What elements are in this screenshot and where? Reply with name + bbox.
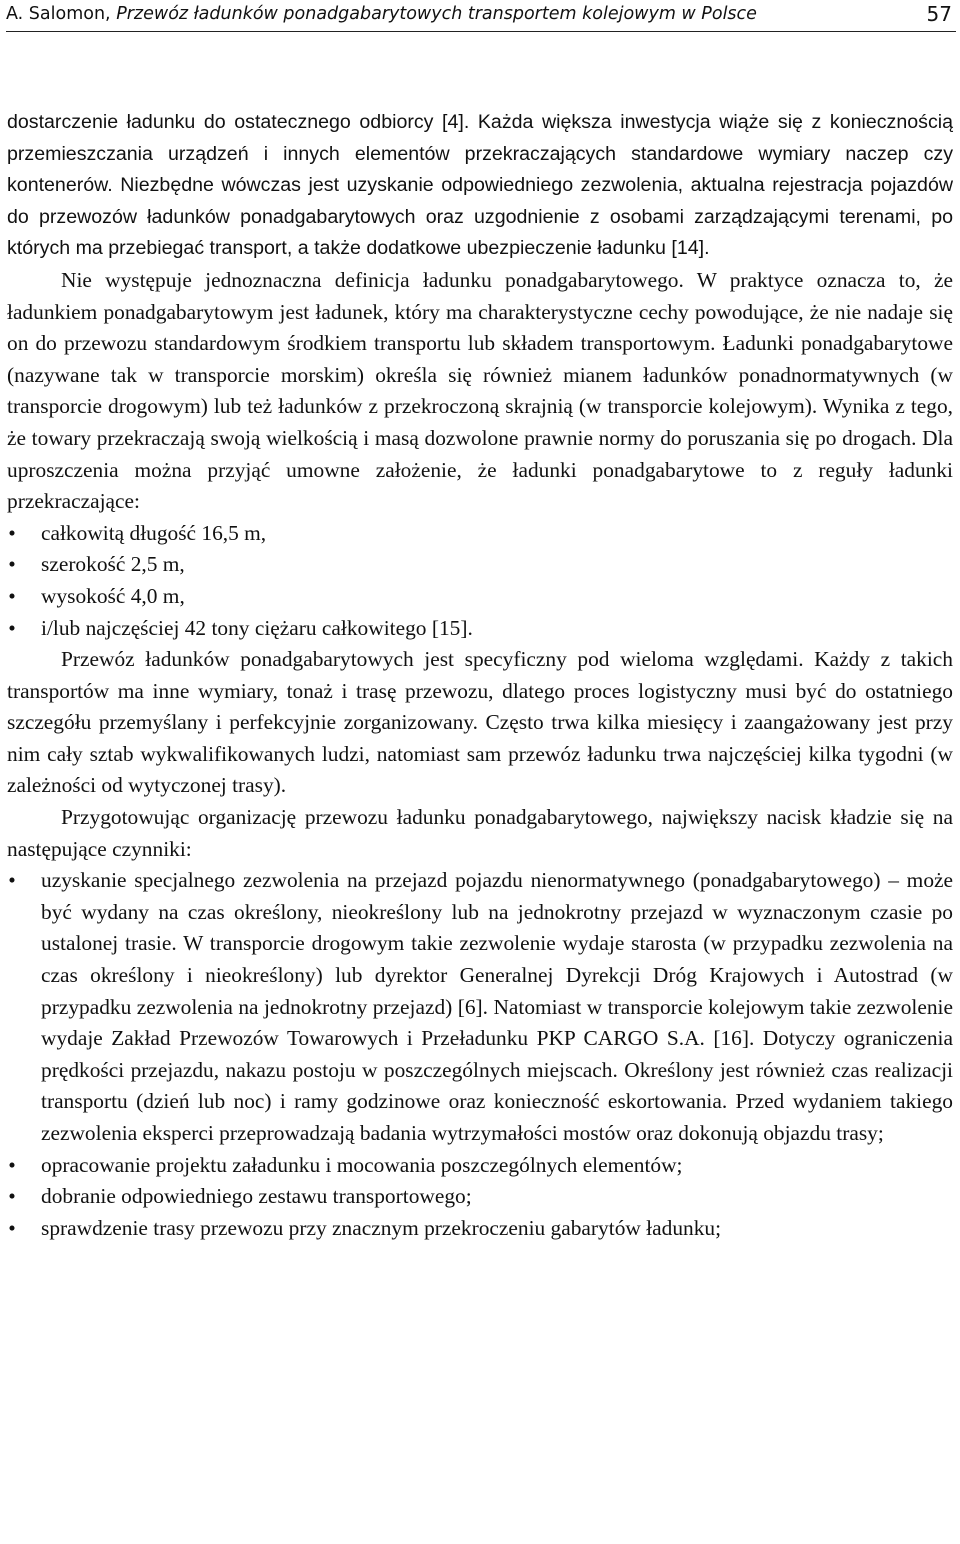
header-title: Przewóz ładunków ponadgabarytowych transportem kolejowym w Polsce: [116, 4, 757, 24]
bullet-icon: [7, 613, 17, 645]
list-item: [7, 1213, 953, 1245]
bullet-icon: [7, 549, 17, 581]
list-item: [7, 1150, 953, 1182]
bullet-icon: [7, 581, 17, 613]
bullet-icon: [7, 518, 17, 550]
list-item: [7, 549, 953, 581]
list-item: [7, 865, 953, 1149]
list-item: [7, 1181, 953, 1213]
bullet-icon: [7, 1150, 17, 1182]
article-body: [7, 107, 953, 1244]
bullet-icon: [7, 1181, 17, 1213]
paragraph-definition: Nie występuje jednoznaczna definicja ładunku ponadgabarytowego. W praktyce oznacza to, że ładunkiem ponadgabarytowym jest ładunek, który ma charakterystyczne cechy powodujące, że nie nadaje się on do przewozu standardowym środkiem transportu lub składem transportowym. Ładunki ponadgabarytowe (nazywane tak w transporcie morskim) określa się również mianem ładunków ponadnormatywnych (w transporcie drogowym) lub też ładunków z przekroczoną skrajnią (w transporcie kolejowym). Wynika z tego, że towary przekraczają swoją wielkością i masą dozwolone prawnie normy do poruszania się po drogach. Dla uproszczenia można przyjąć umowne założenie, że ładunki ponadgabarytowe to z reguły ładunki przekraczające:: [7, 267, 953, 514]
list-item: [7, 613, 953, 645]
header-citation: [6, 4, 757, 24]
factors-list: [7, 865, 953, 1244]
list-item-text: uzyskanie specjalnego zezwolenia na przejazd pojazdu nienormatywnego (ponadgabarytowego) – może być wydany na czas określony, nieokreślony lub na jednokrotny przejazd w wyznaczonym czasie po ustalonej trasie. W transporcie drogowym takie zezwolenie wydaje starosta (w przypadku zezwolenia na czas określony i nieokreślony) lub dyrektor Generalnej Dyrekcji Dróg Krajowych i Autostrad (w przypadku zezwolenia na jednokrotny przejazd) [6]. Natomiast w transporcie kolejowym takie zezwolenie wydaje Zakład Przewozów Towarowych i Przeładunku PKP CARGO S.A. [16]. Dotyczy ograniczenia prędkości przejazdu, nakazu postoju w poszczególnych miejscach. Określony jest również czas realizacji transportu (dzień lub noc) i ramy godzinowe oraz konieczność eskortowania. Przed wydaniem takiego zezwolenia eksperci przeprowadzają badania wytrzymałości mostów oraz dokonują objazdu trasy;: [41, 868, 953, 1145]
paragraph-specifics: Przewóz ładunków ponadgabarytowych jest specyficzny pod wieloma względami. Każdy z takich transportów ma inne wymiary, tonaż i trasę przewozu, dlatego proces logistyczny musi być do ostatniego szczegółu przemyślany i perfekcyjnie zorganizowany. Często trwa kilka miesięcy i zaangażowany jest przy nim cały sztab wykwalifikowanych ludzi, natomiast sam przewóz ładunku trwa najczęściej kilka tygodni (w zależności od wytyczonej trasy).: [7, 647, 953, 798]
list-item-text: sprawdzenie trasy przewozu przy znacznym przekroczeniu gabarytów ładunku;: [41, 1215, 722, 1240]
list-item-text: dobranie odpowiedniego zestawu transportowego;: [41, 1184, 472, 1209]
list-item-text: całkowitą długość 16,5 m,: [41, 520, 267, 545]
paragraph-factors-intro: Przygotowując organizację przewozu ładunku ponadgabarytowego, największy nacisk kładzie się na następujące czynniki:: [7, 805, 953, 861]
list-item-text: szerokość 2,5 m,: [41, 552, 185, 577]
bullet-icon: [7, 865, 17, 897]
header-author: A. Salomon,: [6, 4, 111, 24]
list-item: [7, 581, 953, 613]
page-number: 57: [926, 2, 952, 26]
bullet-icon: [7, 1213, 17, 1245]
list-item-text: wysokość 4,0 m,: [41, 583, 185, 608]
list-item-text: opracowanie projektu załadunku i mocowania poszczególnych elementów;: [41, 1152, 683, 1177]
paragraph-continuation: dostarczenie ładunku do ostatecznego odbiorcy [4]. Każda większa inwestycja wiąże się z koniecznością przemieszczania urządzeń i innych elementów przekraczających standardowe wymiary naczep czy kontenerów. Niezbędne wówczas jest uzyskanie odpowiedniego zezwolenia, aktualna rejestracja pojazdów do przewozów ładunków ponadgabarytowych oraz uzgodnienie z osobami zarządzającymi terenami, po których ma przebiegać transport, a także dodatkowe ubezpieczenie ładunku [14].: [7, 111, 953, 260]
dimension-limits-list: [7, 518, 953, 644]
running-header: [6, 0, 956, 32]
list-item-text: i/lub najczęściej 42 tony ciężaru całkowitego [15].: [41, 615, 473, 640]
list-item: [7, 518, 953, 550]
